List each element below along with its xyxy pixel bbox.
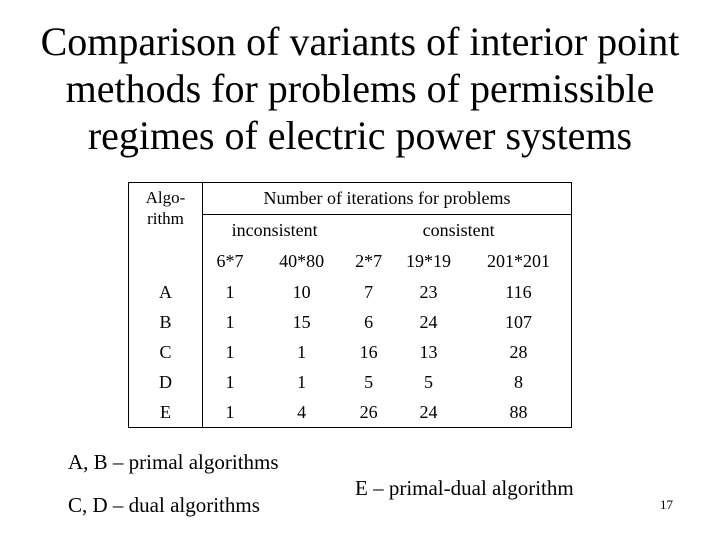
table-cell: 5 [364, 371, 374, 392]
group-consistent: consistent [422, 220, 495, 240]
row-algorithm: C [129, 337, 203, 367]
table-cell: 1 [225, 311, 235, 332]
table-cell: 1 [297, 371, 307, 392]
size-header: 6*7 [216, 251, 244, 271]
row-algorithm: E [129, 397, 203, 428]
table-cell: 1 [297, 341, 307, 362]
note-primal: A, B – primal algorithms [68, 450, 279, 474]
table-row [129, 277, 572, 307]
table-cell: 16 [359, 341, 378, 362]
algorithm-header [129, 183, 203, 278]
table-cell: 1 [225, 341, 235, 362]
table-cell: 24 [419, 311, 438, 332]
table-cell: 1 [225, 281, 235, 302]
table-cell: 13 [419, 341, 438, 362]
table-cell: 28 [509, 341, 528, 362]
table-cell: 7 [364, 281, 374, 302]
page-number: 17 [660, 497, 673, 512]
table-cell: 1 [225, 371, 235, 392]
table-cell: 5 [423, 371, 433, 392]
algorithm-header-line: Algo- [145, 188, 186, 207]
table-cell: 26 [359, 401, 378, 422]
table-cell: 116 [505, 281, 532, 302]
row-algorithm: D [129, 367, 203, 397]
table-cell: 23 [419, 281, 438, 302]
title-line: regimes of electric power systems [87, 113, 633, 158]
title-line: methods for problems of permissible [65, 66, 655, 111]
table-cell: 24 [419, 401, 438, 422]
iterations-table [128, 182, 572, 428]
table-row [129, 307, 572, 337]
slide-title [20, 18, 700, 159]
note-dual: C, D – dual algorithms [68, 493, 260, 517]
table-cell: 4 [297, 401, 307, 422]
algorithm-header-line: rithm [147, 209, 184, 228]
group-inconsistent: inconsistent [231, 220, 318, 240]
table-cell: 8 [513, 371, 523, 392]
table-cell: 10 [292, 281, 311, 302]
table-cell: 107 [504, 311, 532, 332]
table-cell: 1 [225, 401, 235, 422]
table-row [129, 367, 572, 397]
table-cell: 15 [292, 311, 311, 332]
table-cell: 88 [509, 401, 528, 422]
title-line: Comparison of variants of interior point [40, 19, 680, 64]
table-cell: 6 [364, 311, 374, 332]
size-header: 19*19 [405, 251, 451, 271]
size-header: 40*80 [279, 251, 325, 271]
table-row [129, 337, 572, 367]
note-primal-dual: E – primal-dual algorithm [355, 476, 574, 500]
table-row [129, 397, 572, 428]
size-header: 2*7 [355, 251, 383, 271]
size-header: 201*201 [486, 251, 550, 271]
iterations-header: Number of iterations for problems [203, 183, 572, 215]
row-algorithm: B [129, 307, 203, 337]
row-algorithm: A [129, 277, 203, 307]
